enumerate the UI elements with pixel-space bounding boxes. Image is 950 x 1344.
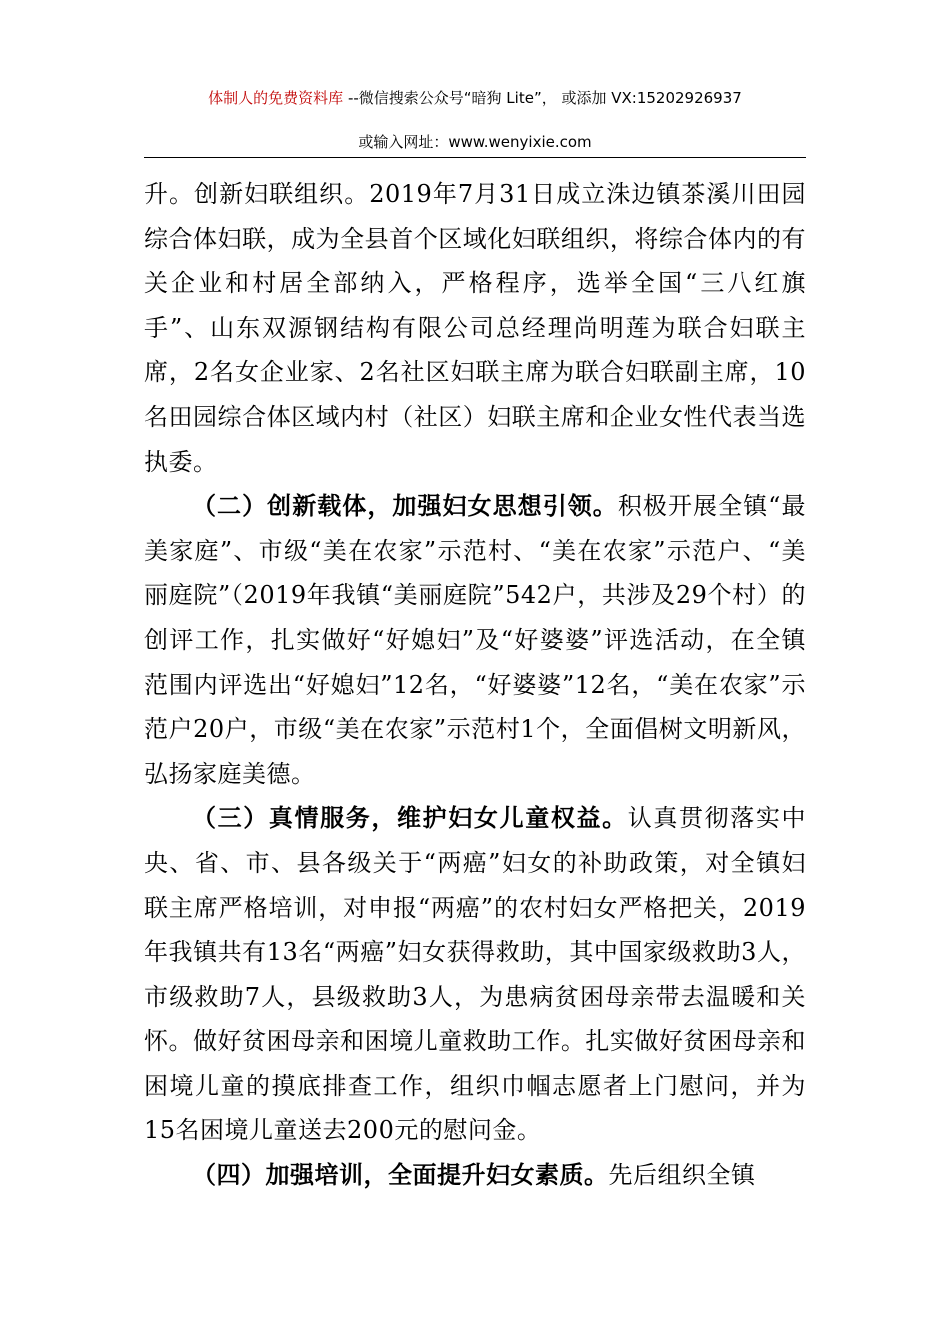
- paragraph-text: 先后组织全镇: [608, 1161, 756, 1190]
- header-divider: [144, 157, 806, 158]
- paragraph-heading: （四）加强培训，全面提升妇女素质。: [192, 1161, 609, 1190]
- header-contact: --微信搜索公众号“暗狗 Lite”， 或添加 VX:15202926937: [343, 89, 742, 107]
- paragraph-heading: （二）创新载体，加强妇女思想引领。: [192, 492, 618, 521]
- header-line-1: [0, 84, 950, 112]
- document-body: [144, 172, 806, 1198]
- header-url: 或输入网址：www.wenyixie.com: [358, 133, 592, 151]
- paragraph-heading: （三）真情服务，维护妇女儿童权益。: [192, 804, 628, 833]
- paragraph-1: [144, 172, 806, 484]
- paragraph-2: [144, 484, 806, 796]
- paragraph-text: 升。创新妇联组织。2019年7月31日成立洙边镇茶溪川田园综合体妇联，成为全县首个区域化妇联组织，将综合体内的有关企业和村居全部纳入，严格程序，选举全国“三八红旗手”、山东双源钢结构有限公司总经理尚明莲为联合妇联主席，2名女企业家、2名社区妇联主席为联合妇联副主席，10名田园综合体区域内村（社区）妇联主席和企业女性代表当选执委。: [144, 180, 806, 476]
- header-brand: 体制人的免费资料库: [208, 89, 344, 107]
- paragraph-3: [144, 796, 806, 1153]
- paragraph-text: 积极开展全镇“最美家庭”、市级“美在农家”示范村、“美在农家”示范户、“美丽庭院”（2019年我镇“美丽庭院”542户，共涉及29个村）的创评工作，扎实做好“好媳妇”及“好婆婆”评选活动，在全镇范围内评选出“好媳妇”12名，“好婆婆”12名，“美在农家”示范户20户，市级“美在农家”示范村1个，全面倡树文明新风，弘扬家庭美德。: [144, 492, 806, 788]
- page-header: [0, 84, 950, 156]
- paragraph-4: [144, 1153, 806, 1198]
- paragraph-text: 认真贯彻落实中央、省、市、县各级关于“两癌”妇女的补助政策，对全镇妇联主席严格培训，对申报“两癌”的农村妇女严格把关，2019年我镇共有13名“两癌”妇女获得救助，其中国家级救助3人，市级救助7人，县级救助3人，为患病贫困母亲带去温暖和关怀。做好贫困母亲和困境儿童救助工作。扎实做好贫困母亲和困境儿童的摸底排查工作，组织巾帼志愿者上门慰问，并为15名困境儿童送去200元的慰问金。: [144, 804, 807, 1145]
